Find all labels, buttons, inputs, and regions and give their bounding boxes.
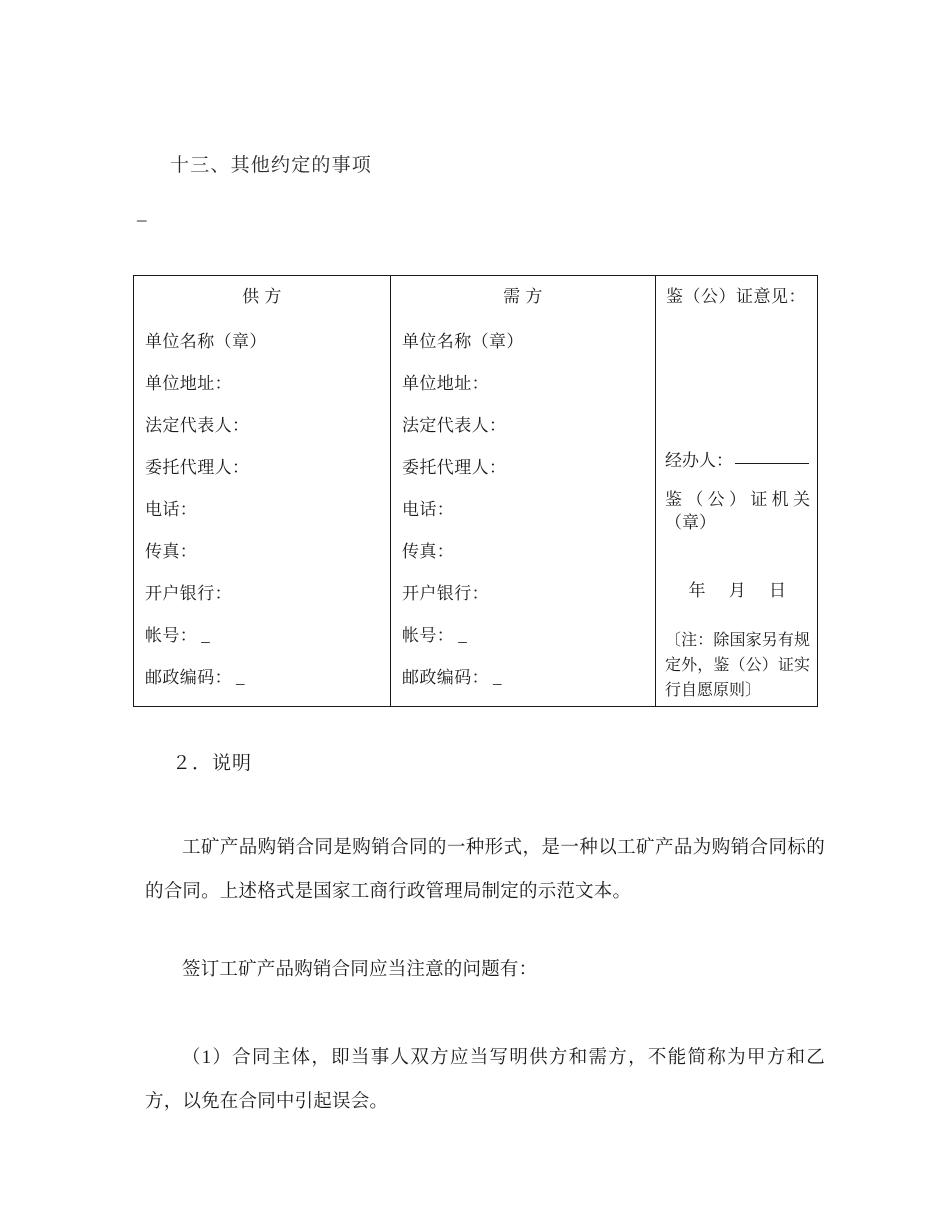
- notary-officer-label: 经办人：: [665, 451, 733, 470]
- table-row: [145, 573, 386, 615]
- notary-column-header: 鉴（公）证意见：: [666, 287, 806, 306]
- field-label: 单位名称（章）: [402, 332, 524, 351]
- notary-organization-seal: （章）: [665, 513, 716, 532]
- field-label: 传真：: [402, 542, 455, 561]
- table-row: [145, 321, 386, 363]
- section-heading: 十三、其他约定的事项: [170, 155, 373, 176]
- supplier-column-header: 供 方: [242, 287, 282, 306]
- table-row: [145, 615, 386, 657]
- buyer-column-header: 需 方: [503, 287, 543, 306]
- supplier-field-list: [145, 321, 386, 699]
- notary-column: [656, 276, 817, 706]
- field-label: 委托代理人：: [402, 458, 507, 477]
- table-row: [402, 657, 651, 699]
- field-label: 法定代表人：: [145, 416, 250, 435]
- table-row: [402, 615, 651, 657]
- field-label: 单位名称（章）: [145, 332, 267, 351]
- table-row: [145, 657, 386, 699]
- table-row: [402, 489, 651, 531]
- field-blank: _: [236, 668, 245, 687]
- notary-date-line: [665, 576, 810, 601]
- table-row: [402, 447, 651, 489]
- paragraph-notes-lead: 签订工矿产品购销合同应当注意的问题有：: [182, 960, 538, 980]
- table-row: [145, 363, 386, 405]
- field-blank: _: [493, 668, 502, 687]
- table-row: [402, 405, 651, 447]
- table-row: [145, 447, 386, 489]
- field-label: 单位地址：: [145, 374, 232, 393]
- field-label: 邮政编码：: [145, 668, 232, 687]
- field-label: 帐号：: [145, 626, 198, 645]
- field-blank: _: [458, 626, 467, 645]
- notary-content: [665, 276, 810, 706]
- field-label: 电话：: [402, 500, 455, 519]
- notary-officer-field: [665, 446, 809, 471]
- table-row: [402, 531, 651, 573]
- table-row: [402, 321, 651, 363]
- paragraph-explanation-intro: 工矿产品购销合同是购销合同的一种形式，是一种以工矿产品为购销合同标的的合同。上述格式是国家工商行政管理局制定的示范文本。: [145, 838, 825, 902]
- signature-table: [133, 275, 818, 707]
- notary-note: 〔注：除国家另有规定外，鉴（公）证实行自愿原则〕: [665, 632, 810, 699]
- notary-officer-blank-rule: [735, 463, 809, 464]
- paragraph-note-item-1: （1）合同主体，即当事人双方应当写明供方和需方，不能简称为甲方和乙方，以免在合同中引起误会。: [145, 1048, 825, 1112]
- field-label: 传真：: [145, 542, 198, 561]
- field-label: 开户银行：: [402, 584, 489, 603]
- field-label: 委托代理人：: [145, 458, 250, 477]
- field-label: 邮政编码：: [402, 668, 489, 687]
- buyer-field-list: [402, 321, 651, 699]
- supplier-column: [134, 276, 391, 706]
- field-label: 法定代表人：: [402, 416, 507, 435]
- field-blank: _: [201, 626, 210, 645]
- notary-organization-field: [665, 488, 810, 534]
- buyer-column: [391, 276, 656, 706]
- table-row: [402, 573, 651, 615]
- date-year-label: 年: [688, 581, 706, 600]
- heading-blank-line: _: [137, 203, 147, 224]
- date-day-label: 日: [769, 581, 787, 600]
- table-row: [145, 531, 386, 573]
- table-row: [145, 405, 386, 447]
- field-label: 单位地址：: [402, 374, 489, 393]
- date-month-label: 月: [728, 581, 747, 600]
- table-row: [402, 363, 651, 405]
- explanation-section-label: ２．说明: [172, 753, 253, 774]
- field-label: 电话：: [145, 500, 198, 519]
- notary-organization-label: 鉴（公）证机关: [665, 490, 810, 509]
- table-row: [145, 489, 386, 531]
- field-label: 帐号：: [402, 626, 455, 645]
- field-label: 开户银行：: [145, 584, 232, 603]
